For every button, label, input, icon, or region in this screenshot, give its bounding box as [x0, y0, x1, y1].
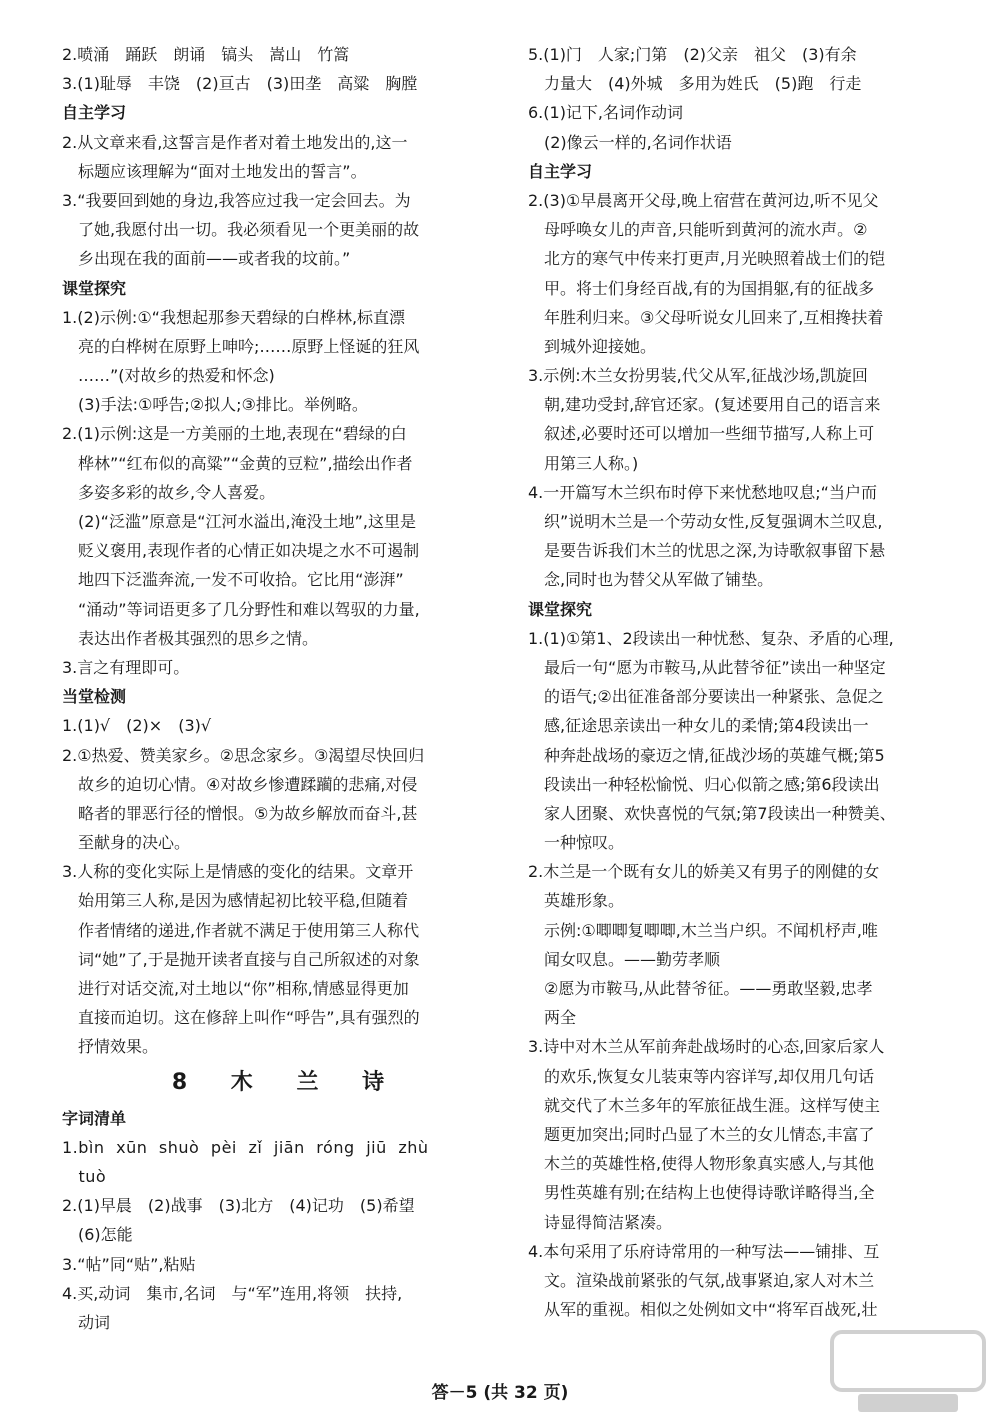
answer-line: 念,同时也为替父从军做了铺垫。 [528, 570, 774, 590]
answer-line: 作者情绪的递进,作者就不满足于使用第三人称代 [62, 920, 420, 940]
section-heading: 自主学习 [62, 103, 127, 123]
answer-line: 1.(1)①第1、2段读出一种忧愁、复杂、矛盾的心理, [528, 628, 894, 648]
answer-line: 6.(1)记下,名词作动词 [528, 103, 684, 123]
answer-line: 一种惊叹。 [528, 833, 625, 853]
answer-line: 3.“我要回到她的身边,我答应过我一定会回去。为 [62, 190, 411, 210]
answer-line: 文。渲染战前紧张的气氛,战事紧迫,家人对木兰 [528, 1270, 875, 1290]
answer-line: 用第三人称。) [528, 453, 639, 473]
answer-line: 略者的罪恶行径的憎恨。⑤为故乡解放而奋斗,甚 [62, 803, 418, 823]
answer-line: 到城外迎接她。 [528, 336, 657, 356]
answer-line: 从军的重视。相似之处例如文中“将军百战死,壮 [528, 1300, 878, 1320]
answer-line: 1.(2)示例:①“我想起那参天碧绿的白桦林,标直漂 [62, 307, 406, 327]
answer-line: ……”(对故乡的热爱和怀念) [62, 366, 275, 386]
answer-line: 就交代了木兰多年的军旅征战生涯。这样写使主 [528, 1095, 881, 1115]
answer-line: 始用第三人称,是因为感情起初比较平稳,但随着 [62, 891, 409, 911]
watermark-logo [828, 1328, 988, 1418]
section-heading: 课堂探究 [528, 599, 593, 619]
answer-line: 故乡的迫切心情。④对故乡惨遭蹂躏的悲痛,对侵 [62, 774, 418, 794]
answer-line: 4.一开篇写木兰织布时停下来忧愁地叹息;“当户而 [528, 482, 877, 502]
answer-line: (3)手法:①呼告;②拟人;③排比。举例略。 [62, 395, 368, 415]
answer-line: 乡出现在我的面前——或者我的坟前。” [62, 249, 351, 269]
section-heading: 课堂探究 [62, 278, 127, 298]
answer-line: 2.木兰是一个既有女儿的娇美又有男子的刚健的女 [528, 862, 880, 882]
answer-line: 4.本句采用了乐府诗常用的一种写法——铺排、互 [528, 1241, 880, 1261]
answer-line: 3.示例:木兰女扮男装,代父从军,征战沙场,凯旋回 [528, 366, 868, 386]
chapter-title: 8 木 兰 诗 [171, 1069, 403, 1095]
answer-line: 直接而迫切。这在修辞上叫作“呼告”,具有强烈的 [62, 1008, 420, 1028]
answer-line: 2.(3)①早晨离开父母,晚上宿营在黄河边,听不见父 [528, 190, 879, 210]
page-footer: 答－5 (共 32 页) [431, 1383, 569, 1403]
answer-line: 2.①热爱、赞美家乡。②思念家乡。③渴望尽快回归 [62, 745, 425, 765]
pinyin-line: 1.bìn xūn shuò pèi zǐ jiān róng jiū zhù [62, 1137, 429, 1157]
answer-line: 3.(1)耻辱 丰饶 (2)亘古 (3)田垄 高粱 胸膛 [62, 74, 418, 94]
answer-line: 3.“帖”同“贴”,粘贴 [62, 1254, 196, 1274]
answer-line: 2.(1)示例:这是一方美丽的土地,表现在“碧绿的白 [62, 424, 407, 444]
right-column [528, 40, 948, 1324]
answer-line: (2)“泛滥”原意是“江河水溢出,淹没土地”,这里是 [62, 512, 416, 531]
answer-line: 至献身的决心。 [62, 833, 191, 853]
answer-line: 3.诗中对木兰从军前奔赴战场时的心态,回家后家人 [528, 1037, 885, 1057]
pinyin-line: tuò [62, 1166, 107, 1186]
answer-line: 男性英雄有别;在结构上也使得诗歌详略得当,全 [528, 1183, 875, 1203]
answer-line: (6)怎能 [62, 1225, 133, 1245]
answer-line: 两全 [528, 1008, 577, 1028]
answer-line: 了她,我愿付出一切。我必须看见一个更美丽的故 [62, 220, 420, 240]
answer-line: 母呼唤女儿的声音,只能听到黄河的流水声。② [528, 220, 868, 240]
answer-line: 北方的寒气中传来打更声,月光映照着战士们的铠 [528, 249, 886, 269]
answer-line: 进行对话交流,对土地以“你”相称,情感显得更加 [62, 979, 409, 998]
answer-line: 2.从文章来看,这誓言是作者对着土地发出的,这一 [62, 132, 408, 152]
answer-line: 表达出作者极其强烈的思乡之情。 [62, 628, 319, 648]
answer-line: 是要告诉我们木兰的忧思之深,为诗歌叙事留下悬 [528, 541, 886, 561]
answer-line: 朝,建功受封,辞官还家。(复述要用自己的语言来 [528, 395, 881, 415]
answer-line: “涌动”等词语更多了几分野性和难以驾驭的力量, [62, 599, 420, 619]
answer-line: 2.(1)早晨 (2)战事 (3)北方 (4)记功 (5)希望 [62, 1196, 415, 1216]
answer-line: 1.(1)√ (2)× (3)√ [62, 716, 212, 736]
answer-line: 桦林”“红布似的高粱”“金黄的豆粒”,描绘出作者 [62, 453, 413, 473]
left-column [62, 40, 512, 1337]
answer-line: 多姿多彩的故乡,令人喜爱。 [62, 482, 276, 502]
answer-line: 动词 [62, 1312, 111, 1332]
answer-line: 英雄形象。 [528, 891, 625, 911]
answer-line: 力量大 (4)外城 多用为姓氏 (5)跑 行走 [528, 74, 862, 94]
answer-line: 织”说明木兰是一个劳动女性,反复强调木兰叹息, [528, 512, 883, 531]
answer-line: 甲。将士们身经百战,有的为国捐躯,有的征战多 [528, 278, 875, 298]
answer-line: 段读出一种轻松愉悦、归心似箭之感;第6段读出 [528, 774, 880, 794]
answer-line: 词“她”了,于是抛开读者直接与自己所叙述的对象 [62, 949, 420, 969]
answer-line: 贬义褒用,表现作者的心情正如决堤之水不可遏制 [62, 541, 420, 561]
section-heading: 自主学习 [528, 161, 593, 181]
answer-line: (2)像云一样的,名词作状语 [528, 132, 732, 152]
answer-line: 3.言之有理即可。 [62, 657, 190, 677]
answer-line: 2.喷涌 踊跃 朗诵 镐头 嵩山 竹篙 [62, 45, 350, 64]
answer-line: 闻女叹息。——勤劳孝顺 [528, 949, 721, 969]
answer-line: 4.买,动词 集市,名词 与“军”连用,将领 扶持, [62, 1283, 403, 1303]
answer-line: 示例:①唧唧复唧唧,木兰当户织。不闻机杼声,唯 [528, 920, 878, 940]
answer-line: 种奔赴战场的豪迈之情,征战沙场的英雄气概;第5 [528, 745, 885, 765]
answer-line: 5.(1)门 人家;门第 (2)父亲 祖父 (3)有余 [528, 45, 857, 64]
answer-line: ②愿为市鞍马,从此替爷征。——勇敢坚毅,忠孝 [528, 979, 873, 998]
answer-line: 标题应该理解为“面对土地发出的誓言”。 [62, 161, 367, 181]
section-heading: 当堂检测 [62, 687, 127, 707]
answer-line: 亮的白桦树在原野上呻吟;……原野上怪诞的狂风 [62, 336, 420, 356]
answer-line: 感,征途思亲读出一种女儿的柔情;第4段读出一 [528, 716, 869, 736]
answer-line: 的欢乐,恢复女儿装束等内容详写,却仅用几句话 [528, 1066, 875, 1086]
answer-line: 家人团聚、欢快喜悦的气氛;第7段读出一种赞美、 [528, 803, 896, 823]
answer-line: 诗显得简洁紧凑。 [528, 1212, 673, 1232]
section-heading: 字词清单 [62, 1108, 127, 1128]
answer-line: 抒情效果。 [62, 1037, 159, 1057]
answer-line: 木兰的英雄性格,使得人物形象真实感人,与其他 [528, 1154, 875, 1174]
answer-line: 3.人称的变化实际上是情感的变化的结果。文章开 [62, 862, 414, 882]
answer-line: 叙述,必要时还可以增加一些细节描写,人称上可 [528, 424, 875, 444]
answer-line: 的语气;②出征准备部分要读出一种紧张、急促之 [528, 687, 884, 707]
answer-line: 最后一句“愿为市鞍马,从此替爷征”读出一种坚定 [528, 657, 886, 677]
answer-line: 地四下泛滥奔流,一发不可收拾。它比用“澎湃” [62, 570, 404, 590]
answer-line: 年胜利归来。③父母听说女儿回来了,互相搀扶着 [528, 307, 884, 327]
answer-line: 题更加突出;同时凸显了木兰的女儿情态,丰富了 [528, 1124, 875, 1144]
